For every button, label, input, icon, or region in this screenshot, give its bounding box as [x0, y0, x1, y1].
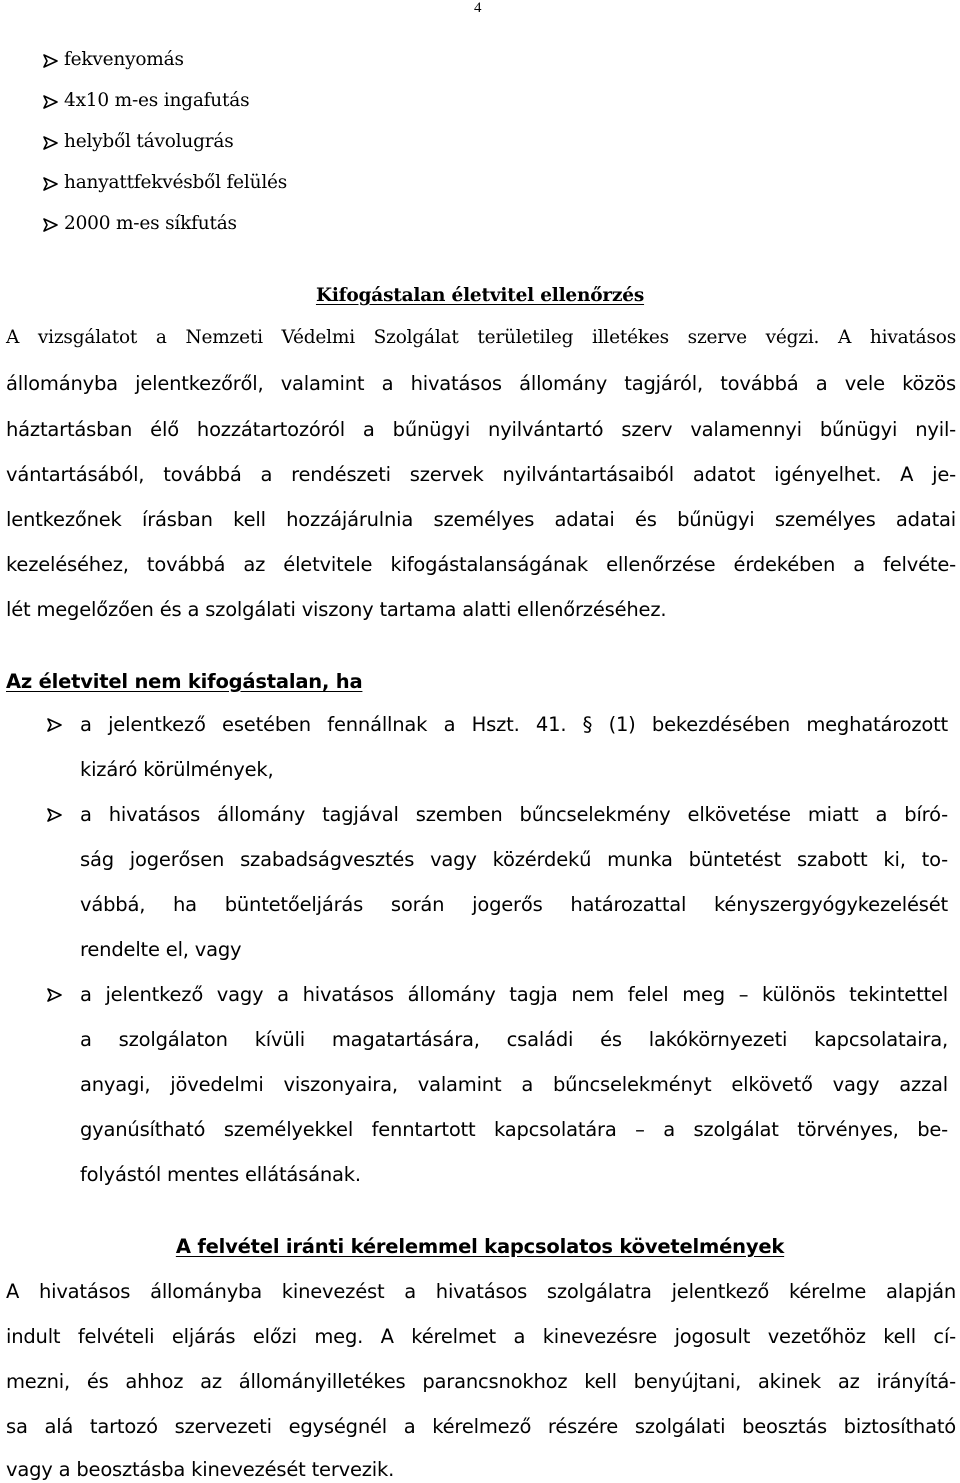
list-item-line: gyanúsítható személyekkel fenntartott kapcsolatára – a szolgálat törvényes, be- — [80, 1118, 948, 1141]
paragraph-line: vántartásából, továbbá a rendészeti szervek nyilvántartásaiból adatot igényelhet. A je- — [6, 463, 956, 486]
list-item-line: a jelentkező vagy a hivatásos állomány tagja nem felel meg – különös tekintettel — [80, 983, 948, 1006]
arrow-bullet-icon — [46, 716, 64, 734]
page-number: 4 — [474, 0, 482, 16]
list-item-line: rendelte el, vagy — [80, 938, 242, 961]
list-item-line: vábbá, ha büntetőeljárás során jogerős határozattal kényszergyógykezelését — [80, 893, 948, 916]
arrow-bullet-icon — [42, 93, 60, 111]
arrow-bullet-icon — [42, 52, 60, 70]
list-item-line: a szolgálaton kívüli magatartására, családi és lakókörnyezeti kapcsolataira, — [80, 1028, 948, 1051]
paragraph-line: indult felvételi eljárás előzi meg. A kérelmet a kinevezésre jogosult vezetőhöz kell cí- — [6, 1325, 956, 1348]
section-heading: A felvétel iránti kérelemmel kapcsolatos követelmények — [175, 1235, 785, 1258]
paragraph-line: mezni, és ahhoz az állományilletékes parancsnokhoz kell benyújtani, akinek az irányítá- — [6, 1370, 956, 1393]
paragraph-line: állományba jelentkezőről, valamint a hivatásos állomány tagjáról, továbbá a vele közös — [6, 372, 956, 395]
list-item-line: a hivatásos állomány tagjával szemben bűncselekmény elkövetése miatt a bíró- — [80, 803, 948, 826]
paragraph-line: lét megelőzően és a szolgálati viszony tartama alatti ellenőrzéséhez. — [6, 598, 667, 621]
section-heading: Kifogástalan életvitel ellenőrzés — [315, 285, 645, 306]
list-item: 4x10 m-es ingafutás — [64, 90, 250, 111]
arrow-bullet-icon — [42, 134, 60, 152]
arrow-bullet-icon — [46, 986, 64, 1004]
list-item-line: ság jogerősen szabadságvesztés vagy közérdekű munka büntetést szabott ki, to- — [80, 848, 948, 871]
list-item: 2000 m-es síkfutás — [64, 213, 237, 234]
list-item: hanyattfekvésből felülés — [64, 172, 288, 193]
list-item-line: anyagi, jövedelmi viszonyaira, valamint a bűncselekményt elkövető vagy azzal — [80, 1073, 948, 1096]
paragraph-line: A hivatásos állományba kinevezést a hivatásos szolgálatra jelentkező kérelme alapján — [6, 1280, 956, 1303]
arrow-bullet-icon — [46, 806, 64, 824]
paragraph-line: sa alá tartozó szervezeti egységnél a kérelmező részére szolgálati beosztás biztosítható — [6, 1415, 956, 1438]
paragraph-line: A vizsgálatot a Nemzeti Védelmi Szolgálat területileg illetékes szerve végzi. A hivatásos — [6, 327, 956, 348]
list-item: fekvenyomás — [64, 49, 184, 70]
list-item: helyből távolugrás — [64, 131, 234, 152]
paragraph-line: háztartásban élő hozzátartozóról a bűnügyi nyilvántartó szerv valamennyi bűnügyi nyil- — [6, 418, 956, 441]
list-item-line: kizáró körülmények, — [80, 758, 274, 781]
paragraph-line: kezeléséhez, továbbá az életvitele kifogástalanságának ellenőrzése érdekében a felvéte- — [6, 553, 956, 576]
paragraph-line: lentkezőnek írásban kell hozzájárulnia személyes adatai és bűnügyi személyes adatai — [6, 508, 956, 531]
list-item-line: a jelentkező esetében fennállnak a Hszt. 41. § (1) bekezdésében meghatározott — [80, 713, 948, 736]
arrow-bullet-icon — [42, 216, 60, 234]
list-item-line: folyástól mentes ellátásának. — [80, 1163, 361, 1186]
section-heading: Az életvitel nem kifogástalan, ha — [6, 670, 363, 693]
arrow-bullet-icon — [42, 175, 60, 193]
paragraph-line: vagy a beosztásba kinevezését tervezik. — [6, 1458, 395, 1481]
